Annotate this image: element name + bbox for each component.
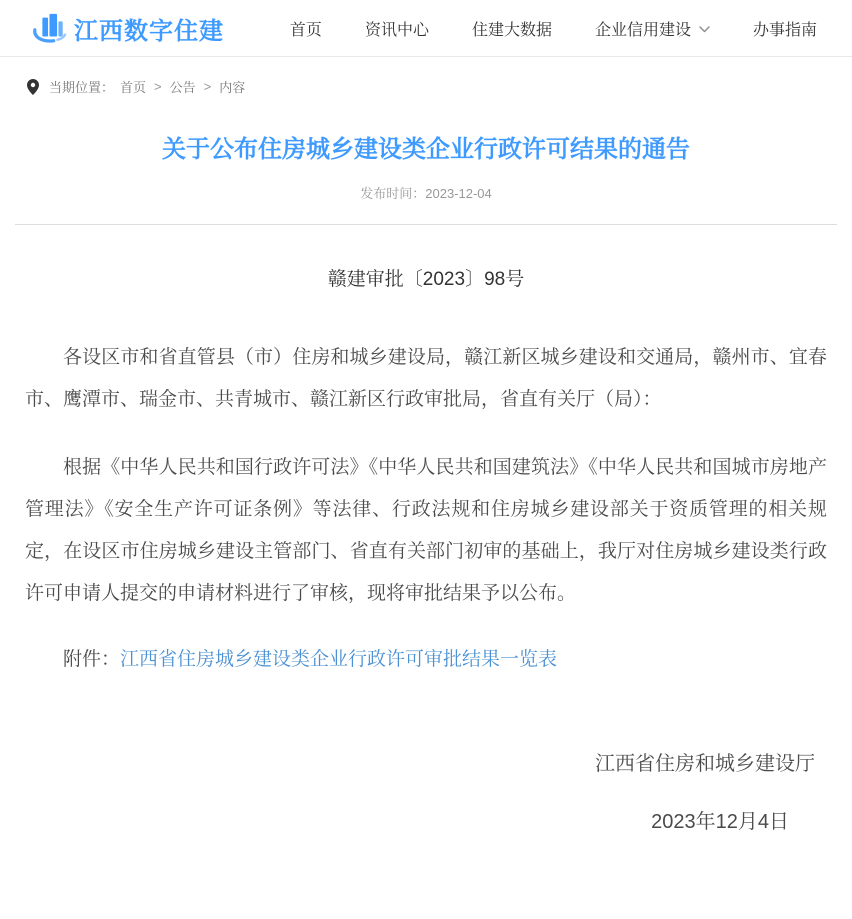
nav-item-service-guide[interactable]: 办事指南 bbox=[752, 21, 817, 39]
breadcrumb-item-home[interactable]: 首页 bbox=[120, 80, 147, 95]
site-logo-text: 江西数字住建 bbox=[74, 17, 224, 45]
breadcrumb-separator: > bbox=[154, 79, 162, 94]
site-logo[interactable] bbox=[30, 11, 224, 46]
attachment-link[interactable]: 江西省住房城乡建设类企业行政许可审批结果一览表 bbox=[120, 649, 558, 670]
nav-item-credit-label: 企业信用建设 bbox=[594, 21, 691, 39]
paragraph-recipients: 各设区市和省直管县（市）住房和城乡建设局，赣江新区城乡建设和交通局，赣州市、宜春市、鹰潭市、瑞金市、共青城市、赣江新区行政审批局，省直有关厅（局）： bbox=[25, 347, 827, 410]
chevron-down-icon bbox=[699, 26, 710, 33]
publish-time-label: 发布时间： bbox=[360, 186, 426, 201]
breadcrumb bbox=[0, 57, 852, 106]
nav-item-credit[interactable] bbox=[595, 17, 710, 40]
article-title: 关于公布住房城乡建设类企业行政许可结果的通告 bbox=[162, 136, 690, 163]
nav-item-news-center[interactable]: 资讯中心 bbox=[364, 21, 429, 39]
publish-time bbox=[25, 186, 827, 202]
paragraph-body: 根据《中华人民共和国行政许可法》《中华人民共和国建筑法》《中华人民共和国城市房地产管理法》《安全生产许可证条例》等法律、行政法规和住房城乡建设部关于资质管理的相关规定，在设区市住房城乡建设主管部门、省直有关部门初审的基础上，我厅对住房城乡建设类行政许可申请人提交的申请材料进行了审核，现将审批结果予以公布。 bbox=[25, 457, 827, 604]
publish-time-value: 2023-12-04 bbox=[425, 186, 492, 201]
article-content bbox=[0, 134, 852, 847]
breadcrumb-item-announcements[interactable]: 公告 bbox=[169, 80, 196, 95]
main-nav bbox=[290, 17, 817, 40]
issuing-authority: 江西省住房和城乡建设厅 bbox=[595, 753, 815, 775]
breadcrumb-separator: > bbox=[203, 79, 212, 94]
location-pin-icon bbox=[27, 79, 39, 95]
top-nav-bar bbox=[0, 0, 852, 57]
breadcrumb-prefix: 当期位置： bbox=[49, 80, 115, 95]
document-number: 赣建审批〔2023〕98号 bbox=[327, 269, 525, 290]
breadcrumb-item-current: 内容 bbox=[219, 80, 246, 95]
building-swoosh-icon bbox=[30, 11, 68, 45]
issue-date: 2023年12月4日 bbox=[651, 811, 789, 833]
attachment-label: 附件： bbox=[63, 649, 121, 670]
nav-item-big-data[interactable]: 住建大数据 bbox=[471, 21, 552, 39]
attachment-line bbox=[25, 639, 827, 681]
title-divider bbox=[15, 224, 837, 225]
nav-item-home[interactable]: 首页 bbox=[289, 21, 322, 39]
